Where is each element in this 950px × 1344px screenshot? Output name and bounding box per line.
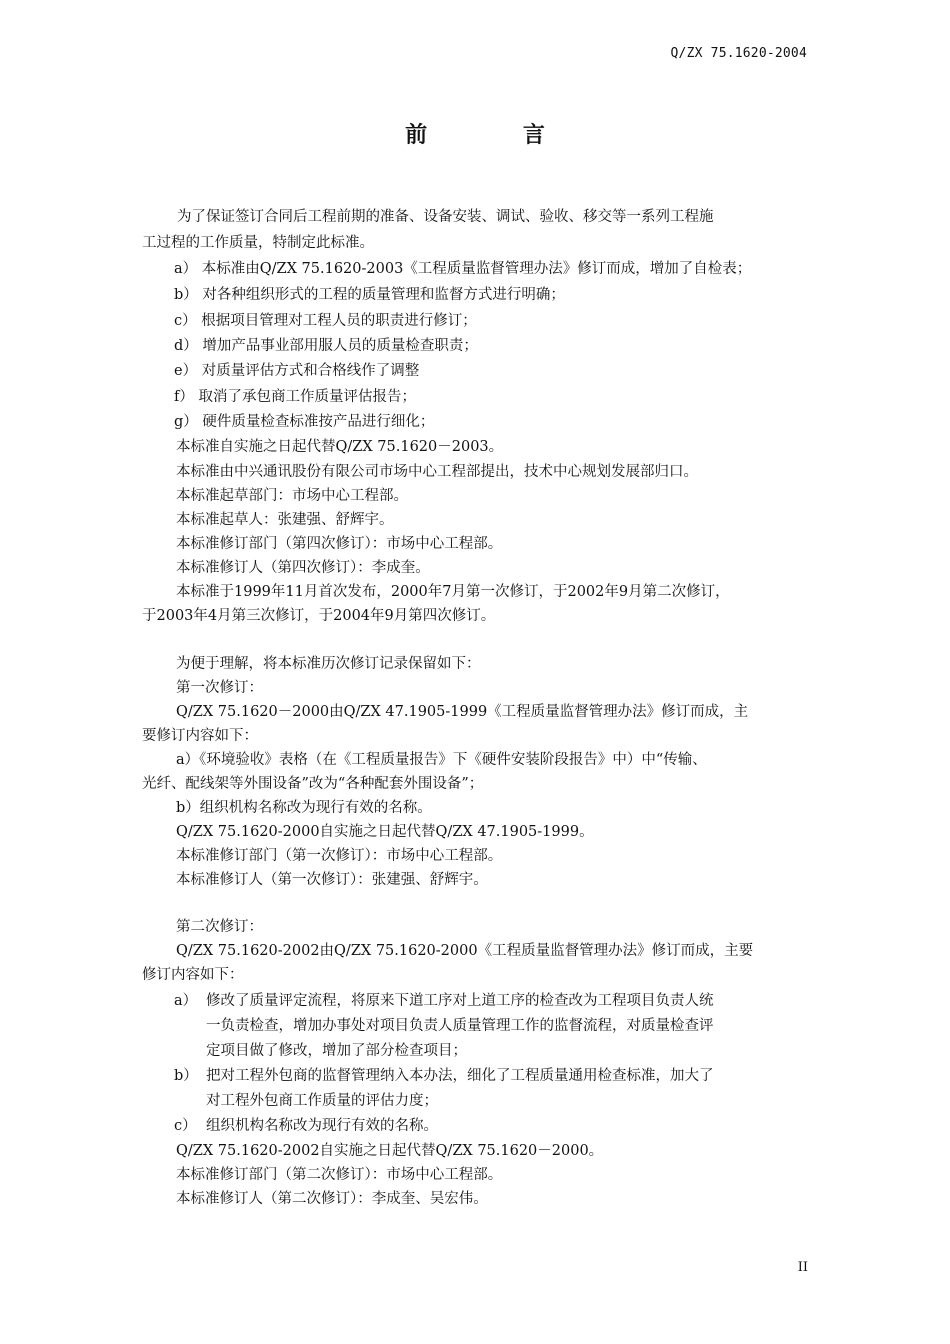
- second-revision-replaces: Q/ZX 75.1620-2002自实施之日起代替Q/ZX 75.1620－2000。: [176, 1143, 604, 1159]
- first-revision-replaces: Q/ZX 75.1620-2000自实施之日起代替Q/ZX 47.1905-1999。: [176, 824, 594, 840]
- intro-paragraph-line: 为了保证签订合同后工程前期的准备、设备安装、调试、验收、移交等一系列工程施: [177, 209, 714, 225]
- second-revision-item-label: a）: [174, 993, 198, 1009]
- second-revision-department: 本标准修订部门（第二次修订）：市场中心工程部。: [176, 1167, 503, 1183]
- history-line: 于2003年4月第三次修订，于2004年9月第四次修订。: [142, 608, 496, 624]
- proposed-by-statement: 本标准由中兴通讯股份有限公司市场中心工程部提出，技术中心规划发展部归口。: [176, 464, 698, 480]
- intro-list-item: e） 对质量评估方式和合格线作了调整: [174, 363, 420, 379]
- second-revision-text: Q/ZX 75.1620-2002由Q/ZX 75.1620-2000《工程质量监督管理办法》修订而成，主要: [176, 943, 754, 959]
- second-revision-item-label: c）: [174, 1118, 197, 1134]
- second-revision-item-label: b）: [174, 1068, 198, 1084]
- intro-list-item: b） 对各种组织形式的工程的质量管理和监督方式进行明确；: [174, 287, 565, 303]
- document-code: Q/ZX 75.1620-2004: [670, 46, 807, 61]
- intro-list-item: g） 硬件质量检查标准按产品进行细化；: [174, 414, 435, 430]
- first-revision-item: 光纤、配线架等外围设备”改为“各种配套外围设备”；: [142, 776, 484, 792]
- second-revision-item-text: 把对工程外包商的监督管理纳入本办法，细化了工程质量通用检查标准，加大了: [206, 1068, 714, 1084]
- intro-list-item: f） 取消了承包商工作质量评估报告；: [174, 389, 416, 405]
- second-revision-item-text: 对工程外包商工作质量的评估力度；: [206, 1093, 438, 1109]
- intro-list-item: a） 本标准由Q/ZX 75.1620-2003《工程质量监督管理办法》修订而成，增加了自检表；: [174, 261, 752, 277]
- first-revision-department: 本标准修订部门（第一次修订）：市场中心工程部。: [176, 848, 503, 864]
- second-revision-item-text: 一负责检查，增加办事处对项目负责人质量管理工作的监督流程，对质量检查评: [206, 1018, 714, 1034]
- second-revision-item-text: 修改了质量评定流程，将原来下道工序对上道工序的检查改为工程项目负责人统: [206, 993, 714, 1009]
- page-title: 前 言: [405, 123, 589, 148]
- reviser: 本标准修订人（第四次修订）：李成奎。: [176, 560, 430, 576]
- first-revision-text: Q/ZX 75.1620－2000由Q/ZX 47.1905-1999《工程质量监督管理办法》修订而成，主: [176, 704, 749, 720]
- revision-department: 本标准修订部门（第四次修订）：市场中心工程部。: [176, 536, 503, 552]
- page-number: II: [797, 1260, 808, 1275]
- second-revision-item-text: 定项目做了修改，增加了部分检查项目；: [206, 1043, 467, 1059]
- first-revision-item: b）组织机构名称改为现行有效的名称。: [176, 800, 432, 816]
- intro-paragraph-line: 工过程的工作质量，特制定此标准。: [142, 235, 374, 251]
- first-revision-reviser: 本标准修订人（第一次修订）：张建强、舒辉宇。: [176, 872, 488, 888]
- second-revision-text: 修订内容如下：: [142, 967, 244, 983]
- first-revision-heading: 第一次修订：: [176, 680, 263, 696]
- history-line: 本标准于1999年11月首次发布，2000年7月第一次修订，于2002年9月第二次修订，: [176, 584, 730, 600]
- second-revision-item-text: 组织机构名称改为现行有效的名称。: [206, 1118, 438, 1134]
- intro-list-item: c） 根据项目管理对工程人员的职责进行修订；: [174, 313, 477, 329]
- first-revision-text: 要修订内容如下：: [142, 728, 258, 744]
- second-revision-heading: 第二次修订：: [176, 919, 263, 935]
- records-intro: 为便于理解，将本标准历次修订记录保留如下：: [176, 656, 481, 672]
- first-revision-item: a）《环境验收》表格（在《工程质量报告》下《硬件安装阶段报告》中）中“传输、: [176, 752, 707, 768]
- replaces-statement: 本标准自实施之日起代替Q/ZX 75.1620－2003。: [176, 439, 504, 455]
- second-revision-reviser: 本标准修订人（第二次修订）：李成奎、吴宏伟。: [176, 1191, 488, 1207]
- intro-list-item: d） 增加产品事业部用服人员的质量检查职责；: [174, 338, 478, 354]
- drafters: 本标准起草人：张建强、舒辉宇。: [176, 512, 394, 528]
- drafting-department: 本标准起草部门：市场中心工程部。: [176, 488, 408, 504]
